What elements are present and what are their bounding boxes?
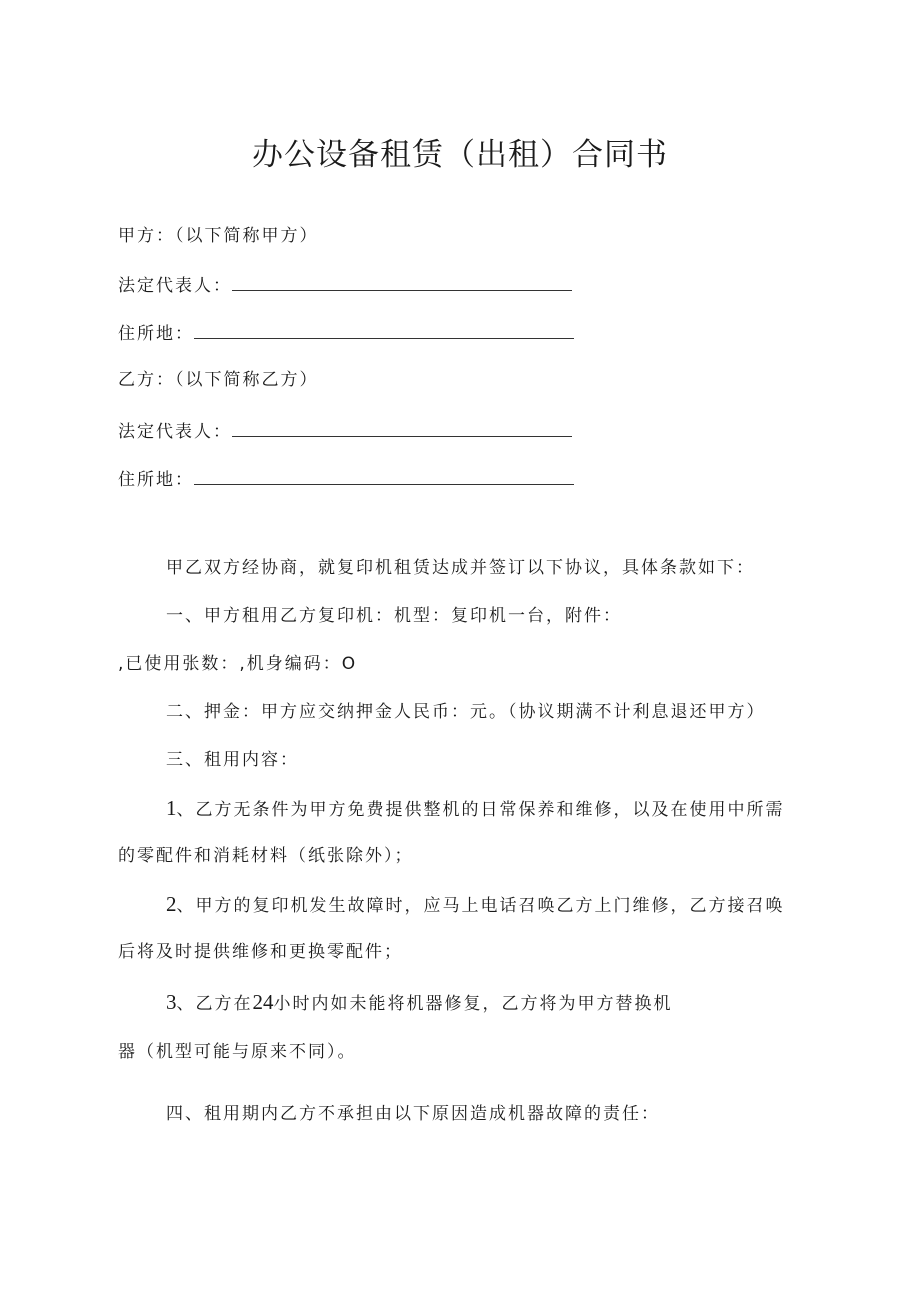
item-3-text-b: 小时内如未能将机器修复，乙方将为甲方替换机 [273,994,673,1014]
party-a-addr-blank [194,320,574,339]
party-b-line: 乙方：（以下简称乙方） [118,370,319,390]
party-a-addr-row [118,320,574,346]
party-b-addr-label: 住所地： [118,470,194,490]
item-3-number: 3 [166,990,177,1014]
item-2-line-2: 后将及时提供维修和更换零配件； [118,942,403,962]
item-3-line-2: 器（机型可能与原来不同）。 [118,1042,357,1062]
item-1-line-2: 的零配件和消耗材料（纸张除外）； [118,846,414,866]
party-a-rep-row [118,272,572,298]
item-3-line-1 [166,990,673,1016]
party-a-line: 甲方：（以下简称甲方） [118,226,319,246]
party-b-addr-blank [194,466,574,485]
document-title: 办公设备租赁（出租）合同书 [252,137,668,173]
clause-1-continuation: ,已使用张数：,机身编码：O [118,654,358,674]
item-2-line-1 [166,892,785,918]
party-b-rep-label: 法定代表人： [118,422,232,442]
party-a-rep-blank [232,272,572,291]
party-b-rep-row [118,418,572,444]
party-b-addr-row [118,466,574,492]
item-1-line-1 [166,796,785,822]
party-b-rep-blank [232,418,572,437]
item-1-number: 1 [166,796,177,820]
clause-1: 一、甲方租用乙方复印机：机型：复印机一台，附件： [166,606,622,626]
party-a-addr-label: 住所地： [118,324,194,344]
clause-3: 三、租用内容： [166,750,299,770]
item-2-number: 2 [166,892,177,916]
intro-paragraph: 甲乙双方经协商，就复印机租赁达成并签订以下协议，具体条款如下： [166,558,755,578]
item-3-hours: 24 [252,990,274,1014]
party-a-rep-label: 法定代表人： [118,276,232,296]
item-1-text: 、乙方无条件为甲方免费提供整机的日常保养和维修，以及在使用中所需 [176,800,785,820]
clause-4: 四、租用期内乙方不承担由以下原因造成机器故障的责任： [166,1104,660,1124]
item-3-text-a: 、乙方在 [176,994,253,1014]
item-2-text: 、甲方的复印机发生故障时，应马上电话召唤乙方上门维修，乙方接召唤 [176,896,785,916]
clause-2: 二、押金：甲方应交纳押金人民币：元。（协议期满不计利息退还甲方） [166,702,766,722]
